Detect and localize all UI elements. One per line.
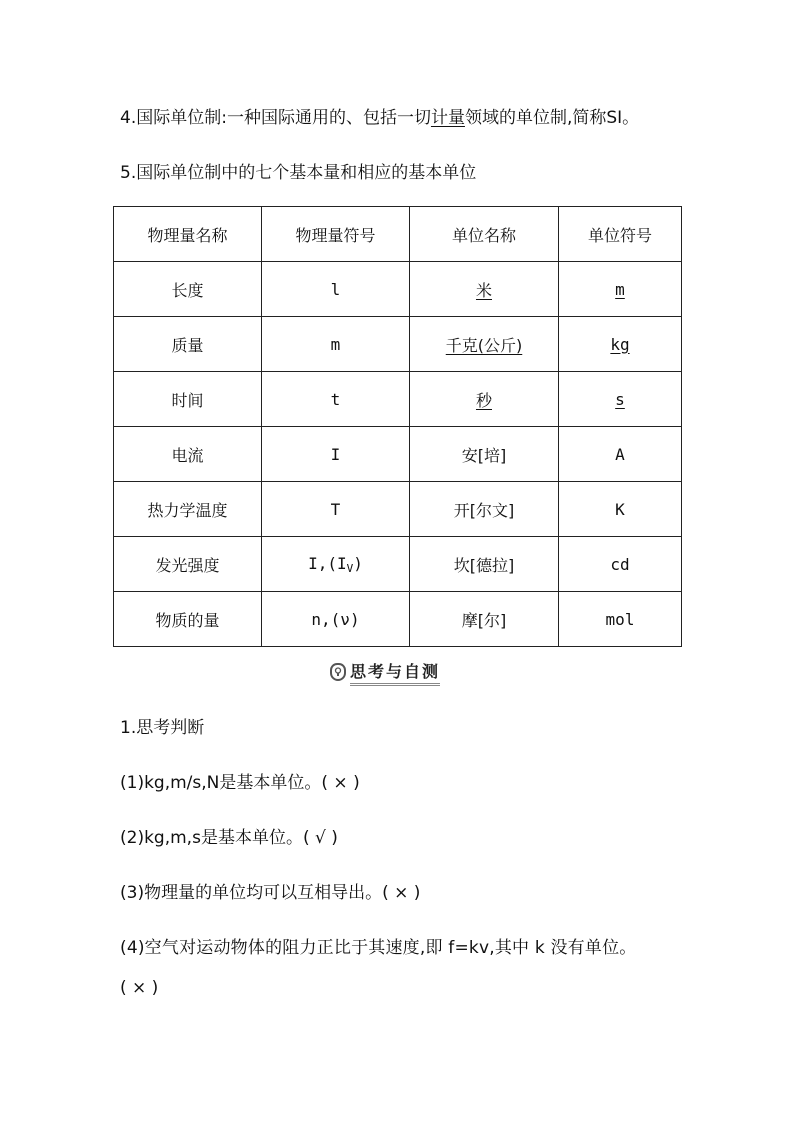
unit-symbol: K	[559, 482, 682, 537]
header-quantity-name: 物理量名称	[114, 207, 262, 262]
header-quantity-symbol: 物理量符号	[262, 207, 410, 262]
unit-symbol: s	[615, 389, 625, 409]
judge-heading: 1.思考判断	[120, 718, 205, 738]
definition-si	[120, 106, 639, 130]
quantity-name: 长度	[114, 262, 262, 317]
table-row	[114, 537, 682, 592]
quantity-symbol: m	[262, 317, 410, 372]
unit-name: 坎[德拉]	[410, 537, 559, 592]
section-title-label: 思考与自测	[350, 659, 440, 686]
unit-name: 开[尔文]	[410, 482, 559, 537]
judge-item-1: (1)kg,m/s,N是基本单位。( × )	[120, 773, 360, 793]
quantity-symbol: l	[262, 262, 410, 317]
quantity-name: 时间	[114, 372, 262, 427]
table-row	[114, 372, 682, 427]
quantity-symbol: I	[262, 427, 410, 482]
quantity-symbol: n,(ν)	[262, 592, 410, 647]
quantity-name: 物质的量	[114, 592, 262, 647]
unit-symbol: A	[559, 427, 682, 482]
unit-name: 安[培]	[410, 427, 559, 482]
quantity-symbol: T	[262, 482, 410, 537]
quantity-name: 热力学温度	[114, 482, 262, 537]
quantity-symbol: t	[262, 372, 410, 427]
section-title-think-and-test	[330, 660, 440, 684]
base-quantities-heading: 5.国际单位制中的七个基本量和相应的基本单位	[120, 163, 477, 183]
table-row	[114, 592, 682, 647]
definition-si-underlined: 计量	[430, 108, 465, 128]
judge-item-4-answer: ( × )	[120, 978, 159, 998]
unit-name: 米	[475, 280, 492, 300]
symbol-main: I,(I	[308, 553, 347, 573]
symbol-end: )	[353, 553, 363, 573]
definition-si-prefix: 4.国际单位制:一种国际通用的、包括一切	[120, 108, 431, 128]
table-row	[114, 427, 682, 482]
unit-symbol: mol	[559, 592, 682, 647]
quantity-name: 发光强度	[114, 537, 262, 592]
table-header-row	[114, 207, 682, 262]
unit-symbol: cd	[559, 537, 682, 592]
unit-symbol: m	[615, 279, 625, 299]
quantity-name: 质量	[114, 317, 262, 372]
lightbulb-icon	[330, 663, 346, 681]
judge-item-2: (2)kg,m,s是基本单位。( √ )	[120, 828, 338, 848]
header-unit-symbol: 单位符号	[559, 207, 682, 262]
base-units-table	[113, 206, 682, 647]
unit-name: 秒	[475, 390, 492, 410]
table-row	[114, 317, 682, 372]
unit-symbol: kg	[610, 334, 630, 354]
judge-item-4: (4)空气对运动物体的阻力正比于其速度,即 f=kv,其中 k 没有单位。	[120, 938, 637, 958]
judge-item-3: (3)物理量的单位均可以互相导出。( × )	[120, 883, 421, 903]
table-row	[114, 482, 682, 537]
symbol-subscript: V	[346, 561, 354, 575]
quantity-symbol	[262, 537, 410, 592]
unit-name: 摩[尔]	[410, 592, 559, 647]
unit-name: 千克(公斤)	[445, 335, 523, 355]
quantity-name: 电流	[114, 427, 262, 482]
table-row	[114, 262, 682, 317]
definition-si-suffix: 领域的单位制,简称SI。	[464, 108, 640, 128]
header-unit-name: 单位名称	[410, 207, 559, 262]
